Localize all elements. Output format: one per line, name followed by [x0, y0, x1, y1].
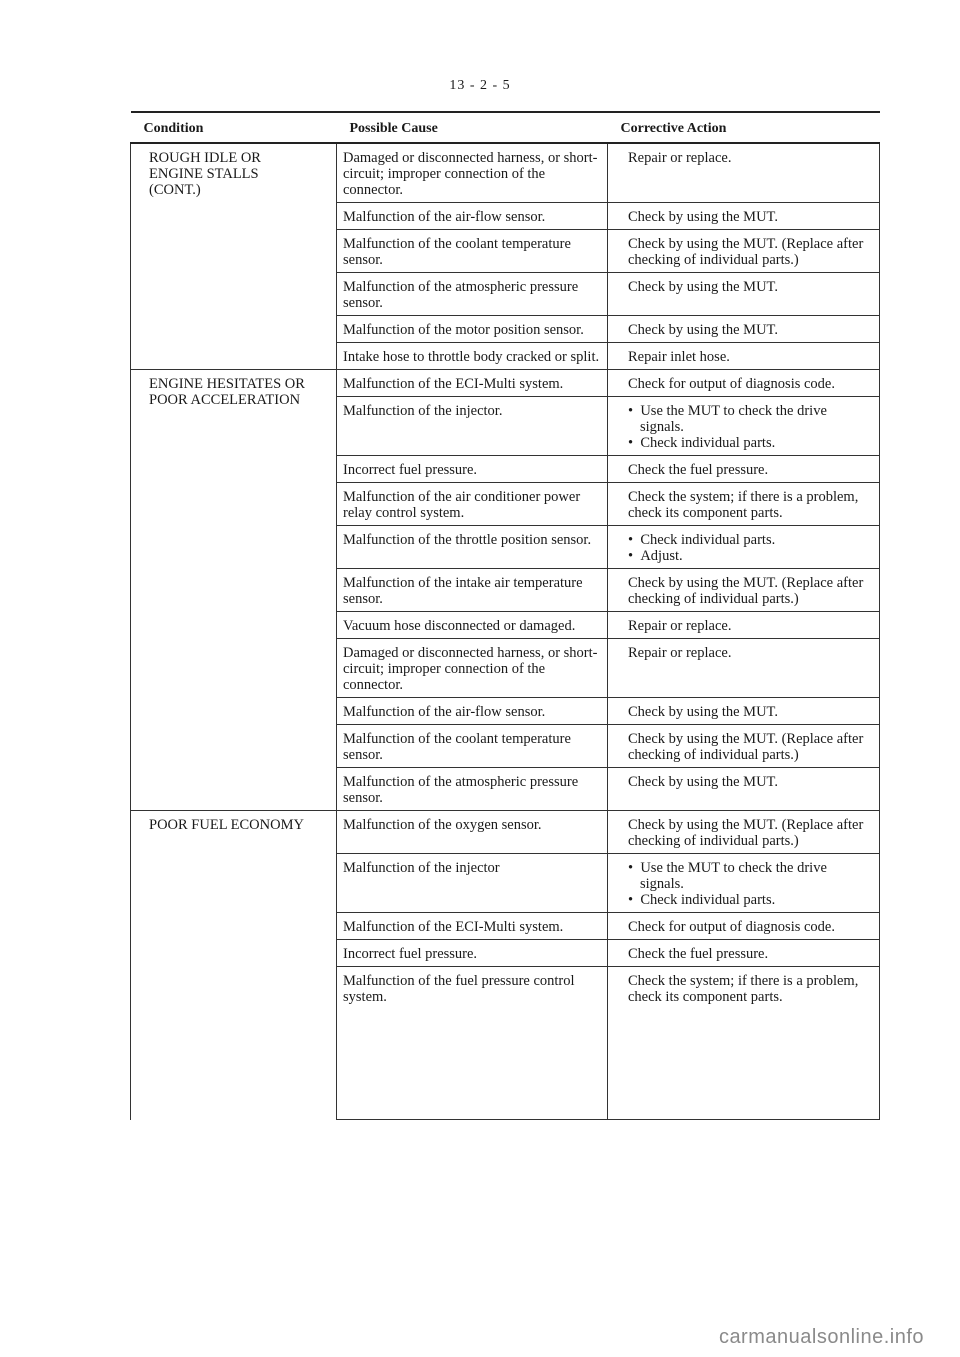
corrective-action-cell: [608, 811, 880, 854]
possible-cause-cell: Malfunction of the ECI-Multi system.: [337, 913, 608, 940]
action-bullet-item: • Check individual parts.: [628, 532, 873, 548]
corrective-action-cell: [608, 612, 880, 639]
action-text: Repair or replace.: [628, 150, 732, 166]
blank-cell: [608, 1009, 880, 1120]
possible-cause-cell: Damaged or disconnected harness, or short-circuit; improper connection of the connector.: [337, 143, 608, 203]
header-condition: Condition: [131, 112, 337, 143]
action-text: Check by using the MUT.: [628, 279, 778, 295]
possible-cause-cell: Malfunction of the oxygen sensor.: [337, 811, 608, 854]
corrective-action-cell: [608, 230, 880, 273]
table-row: [131, 143, 880, 203]
corrective-action-cell: [608, 940, 880, 967]
corrective-action-cell: [608, 526, 880, 569]
corrective-action-cell: [608, 854, 880, 913]
corrective-action-cell: [608, 397, 880, 456]
action-text: Check by using the MUT. (Replace after checking of individual parts.): [628, 731, 864, 763]
possible-cause-cell: Malfunction of the air conditioner power relay control system.: [337, 483, 608, 526]
possible-cause-cell: Malfunction of the injector.: [337, 397, 608, 456]
action-text: Check the fuel pressure.: [628, 462, 769, 478]
action-text: Repair inlet hose.: [628, 349, 730, 365]
possible-cause-cell: Malfunction of the intake air temperature sensor.: [337, 569, 608, 612]
header-corrective-action: Corrective Action: [608, 112, 880, 143]
possible-cause-cell: Malfunction of the atmospheric pressure sensor.: [337, 768, 608, 811]
page-number: 13 - 2 - 5: [449, 78, 511, 93]
condition-cell: ENGINE HESITATES OR POOR ACCELERATION: [131, 370, 337, 811]
possible-cause-cell: Malfunction of the ECI-Multi system.: [337, 370, 608, 397]
corrective-action-cell: [608, 967, 880, 1010]
action-text: Check by using the MUT.: [628, 704, 778, 720]
action-text: Check by using the MUT. (Replace after checking of individual parts.): [628, 236, 864, 268]
possible-cause-cell: Malfunction of the motor position sensor.: [337, 316, 608, 343]
possible-cause-cell: Malfunction of the atmospheric pressure sensor.: [337, 273, 608, 316]
possible-cause-cell: Incorrect fuel pressure.: [337, 940, 608, 967]
condition-cell: ROUGH IDLE OR ENGINE STALLS (CONT.): [131, 143, 337, 370]
action-text: Repair or replace.: [628, 645, 732, 661]
possible-cause-cell: Malfunction of the throttle position sensor.: [337, 526, 608, 569]
possible-cause-cell: Vacuum hose disconnected or damaged.: [337, 612, 608, 639]
corrective-action-cell: [608, 639, 880, 698]
corrective-action-cell: [608, 569, 880, 612]
action-bullet-item: • Use the MUT to check the drive signals.: [628, 860, 873, 892]
action-text: Repair or replace.: [628, 618, 732, 634]
header-possible-cause: Possible Cause: [337, 112, 608, 143]
action-text: Check the fuel pressure.: [628, 946, 769, 962]
corrective-action-cell: [608, 370, 880, 397]
possible-cause-cell: Intake hose to throttle body cracked or split.: [337, 343, 608, 370]
action-text: Check the system; if there is a problem, check its component parts.: [628, 973, 859, 1005]
corrective-action-cell: [608, 316, 880, 343]
action-text: Check for output of diagnosis code.: [628, 376, 835, 392]
possible-cause-cell: Malfunction of the coolant temperature sensor.: [337, 725, 608, 768]
corrective-action-cell: [608, 483, 880, 526]
action-text: Check by using the MUT.: [628, 209, 778, 225]
possible-cause-cell: Malfunction of the injector: [337, 854, 608, 913]
action-text: Check for output of diagnosis code.: [628, 919, 835, 935]
corrective-action-cell: [608, 698, 880, 725]
action-text: Check the system; if there is a problem, check its component parts.: [628, 489, 859, 521]
possible-cause-cell: Damaged or disconnected harness, or short-circuit; improper connection of the connector.: [337, 639, 608, 698]
action-bullet-item: • Check individual parts.: [628, 435, 873, 451]
corrective-action-cell: [608, 913, 880, 940]
action-text: Check by using the MUT.: [628, 774, 778, 790]
condition-cell: POOR FUEL ECONOMY: [131, 811, 337, 1120]
possible-cause-cell: Incorrect fuel pressure.: [337, 456, 608, 483]
action-bullet-item: • Check individual parts.: [628, 892, 873, 908]
action-text: Check by using the MUT. (Replace after checking of individual parts.): [628, 817, 864, 849]
corrective-action-cell: [608, 143, 880, 203]
corrective-action-cell: [608, 343, 880, 370]
possible-cause-cell: Malfunction of the air-flow sensor.: [337, 203, 608, 230]
possible-cause-cell: Malfunction of the coolant temperature sensor.: [337, 230, 608, 273]
action-text: Check by using the MUT.: [628, 322, 778, 338]
action-text: Check by using the MUT. (Replace after checking of individual parts.): [628, 575, 864, 607]
corrective-action-cell: [608, 456, 880, 483]
corrective-action-cell: [608, 203, 880, 230]
watermark: carmanualsonline.info: [718, 1326, 924, 1348]
troubleshooting-table: [130, 111, 880, 1120]
possible-cause-cell: Malfunction of the air-flow sensor.: [337, 698, 608, 725]
table-body: [131, 143, 880, 1120]
table-header-row: [131, 112, 880, 143]
corrective-action-cell: [608, 725, 880, 768]
table-row: [131, 370, 880, 397]
corrective-action-cell: [608, 768, 880, 811]
corrective-action-cell: [608, 273, 880, 316]
blank-cell: [337, 1009, 608, 1120]
action-bullet-item: • Use the MUT to check the drive signals.: [628, 403, 873, 435]
table-row: [131, 811, 880, 854]
action-bullet-item: • Adjust.: [628, 548, 873, 564]
possible-cause-cell: Malfunction of the fuel pressure control system.: [337, 967, 608, 1010]
